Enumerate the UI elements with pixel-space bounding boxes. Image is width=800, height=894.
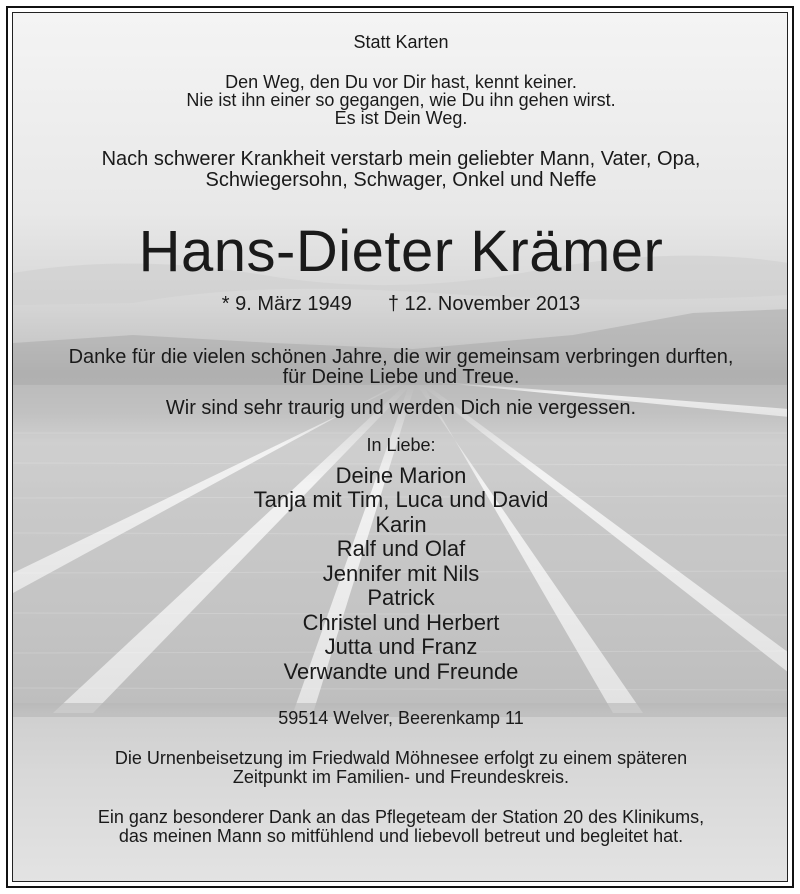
intro-line: Nach schwerer Krankheit verstarb mein geliebter Mann, Vater, Opa, (101, 148, 701, 170)
header-statt-karten: Statt Karten (353, 32, 449, 52)
in-love-label: In Liebe: (366, 435, 436, 455)
acknowledgement-line: Ein ganz besonderer Dank an das Pflegeteam der Station 20 des Klinikums, (97, 807, 705, 827)
mourner-name: Tanja mit Tim, Luca und David (253, 487, 549, 512)
burial-line: Die Urnenbeisetzung im Friedwald Möhnesee erfolgt zu einem späteren (114, 748, 688, 768)
acknowledgement-line: das meinen Mann so mitfühlend und liebevoll betreut und begleitet hat. (118, 826, 684, 846)
poem-line: Es ist Dein Weg. (334, 108, 468, 128)
mourner-name: Christel und Herbert (302, 610, 500, 635)
mourner-name: Ralf und Olaf (336, 536, 466, 561)
sadness-line: Wir sind sehr traurig und werden Dich nie vergessen. (165, 397, 637, 419)
thanks-line: Danke für die vielen schönen Jahre, die wir gemeinsam verbringen durften, (68, 346, 734, 368)
deceased-name: Hans-Dieter Krämer (138, 219, 664, 284)
address: 59514 Welver, Beerenkamp 11 (278, 708, 524, 728)
mourner-name: Karin (375, 512, 427, 537)
notice-panel (12, 12, 788, 882)
intro-line: Schwiegersohn, Schwager, Onkel und Neffe (205, 169, 597, 191)
mourner-name: Jutta und Franz (324, 634, 478, 659)
poem-line: Den Weg, den Du vor Dir hast, kennt keiner. (225, 72, 577, 92)
life-dates (13, 293, 788, 315)
notice-text (13, 13, 788, 882)
poem-line: Nie ist ihn einer so gegangen, wie Du ihn gehen wirst. (186, 90, 616, 110)
thanks-line: für Deine Liebe und Treue. (282, 366, 520, 388)
mourner-name: Patrick (367, 585, 435, 610)
mourner-name: Deine Marion (335, 463, 467, 488)
mourner-name: Jennifer mit Nils (322, 561, 480, 586)
burial-line: Zeitpunkt im Familien- und Freundeskreis. (232, 767, 570, 787)
death-date: † 12. November 2013 (387, 293, 581, 315)
mourner-name: Verwandte und Freunde (283, 659, 519, 684)
birth-date: * 9. März 1949 (221, 293, 352, 315)
